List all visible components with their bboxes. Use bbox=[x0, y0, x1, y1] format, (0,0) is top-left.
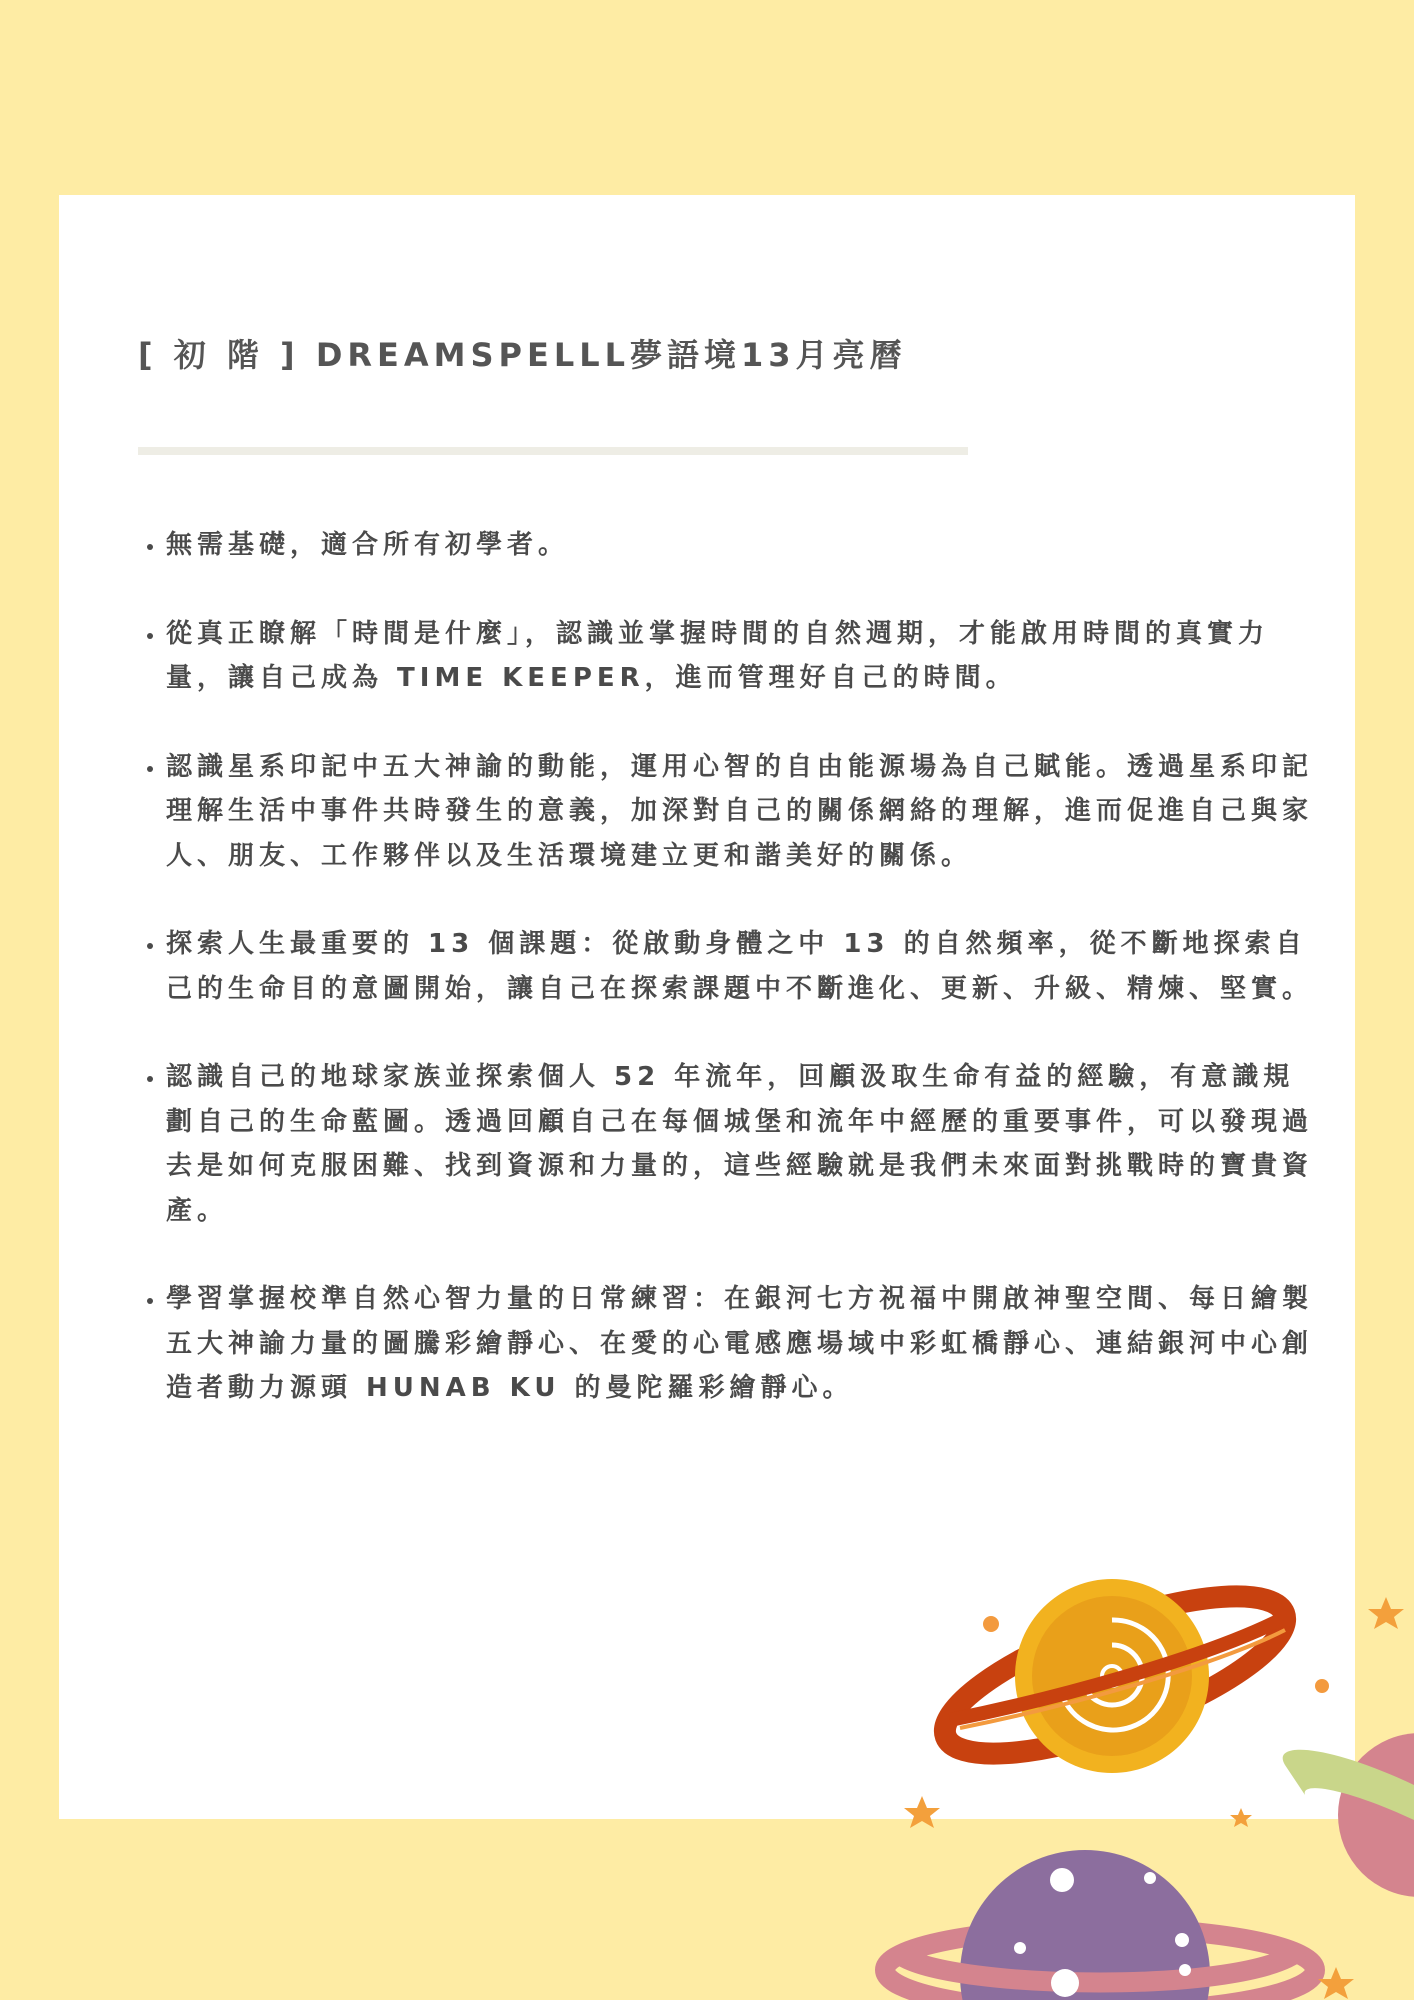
list-item: • 無需基礎，適合所有初學者。 bbox=[166, 523, 1316, 568]
list-item: • 學習掌握校準自然心智力量的日常練習：在銀河七方祝福中開啟神聖空間、每日繪製五大神諭力量的圖騰彩繪靜心、在愛的心電感應場域中彩虹橋靜心、連結銀河中心創造者動力源頭 HUNAB KU 的曼陀羅彩繪靜心。 bbox=[166, 1277, 1316, 1411]
pink-planet-icon bbox=[1283, 1733, 1414, 1897]
list-item: • 認識星系印記中五大神諭的動能，運用心智的自由能源場為自己賦能。透過星系印記理解生活中事件共時發生的意義，加深對自己的關係網絡的理解，進而促進自己與家人、朋友、工作夥伴以及生活環境建立更和諧美好的關係。 bbox=[166, 745, 1316, 879]
list-item: • 認識自己的地球家族並探索個人 52 年流年，回顧汲取生命有益的經驗，有意識規劃自己的生命藍圖。透過回顧自己在每個城堡和流年中經歷的重要事件，可以發現過去是如何克服困難、找到資源和力量的，這些經驗就是我們未來面對挑戰時的寶貴資產。 bbox=[166, 1055, 1316, 1233]
orange-planet-icon bbox=[928, 1565, 1302, 1786]
orange-dot bbox=[1315, 1679, 1329, 1693]
list-item: • 從真正瞭解「時間是什麼」，認識並掌握時間的自然週期，才能啟用時間的真實力量，讓自己成為 TIME KEEPER，進而管理好自己的時間。 bbox=[166, 612, 1316, 701]
star-icon bbox=[1230, 1808, 1252, 1827]
star-icon bbox=[904, 1796, 940, 1828]
page-title: [ 初 階 ] DREAMSPELLL夢語境13月亮曆 bbox=[138, 336, 907, 374]
star-icon bbox=[1368, 1597, 1404, 1629]
list-item: • 探索人生最重要的 13 個課題：從啟動身體之中 13 的自然頻率，從不斷地探索自己的生命目的意圖開始，讓自己在探索課題中不斷進化、更新、升級、精煉、堅實。 bbox=[166, 922, 1316, 1011]
orange-dot bbox=[983, 1616, 999, 1632]
purple-planet-icon bbox=[885, 1850, 1315, 2000]
